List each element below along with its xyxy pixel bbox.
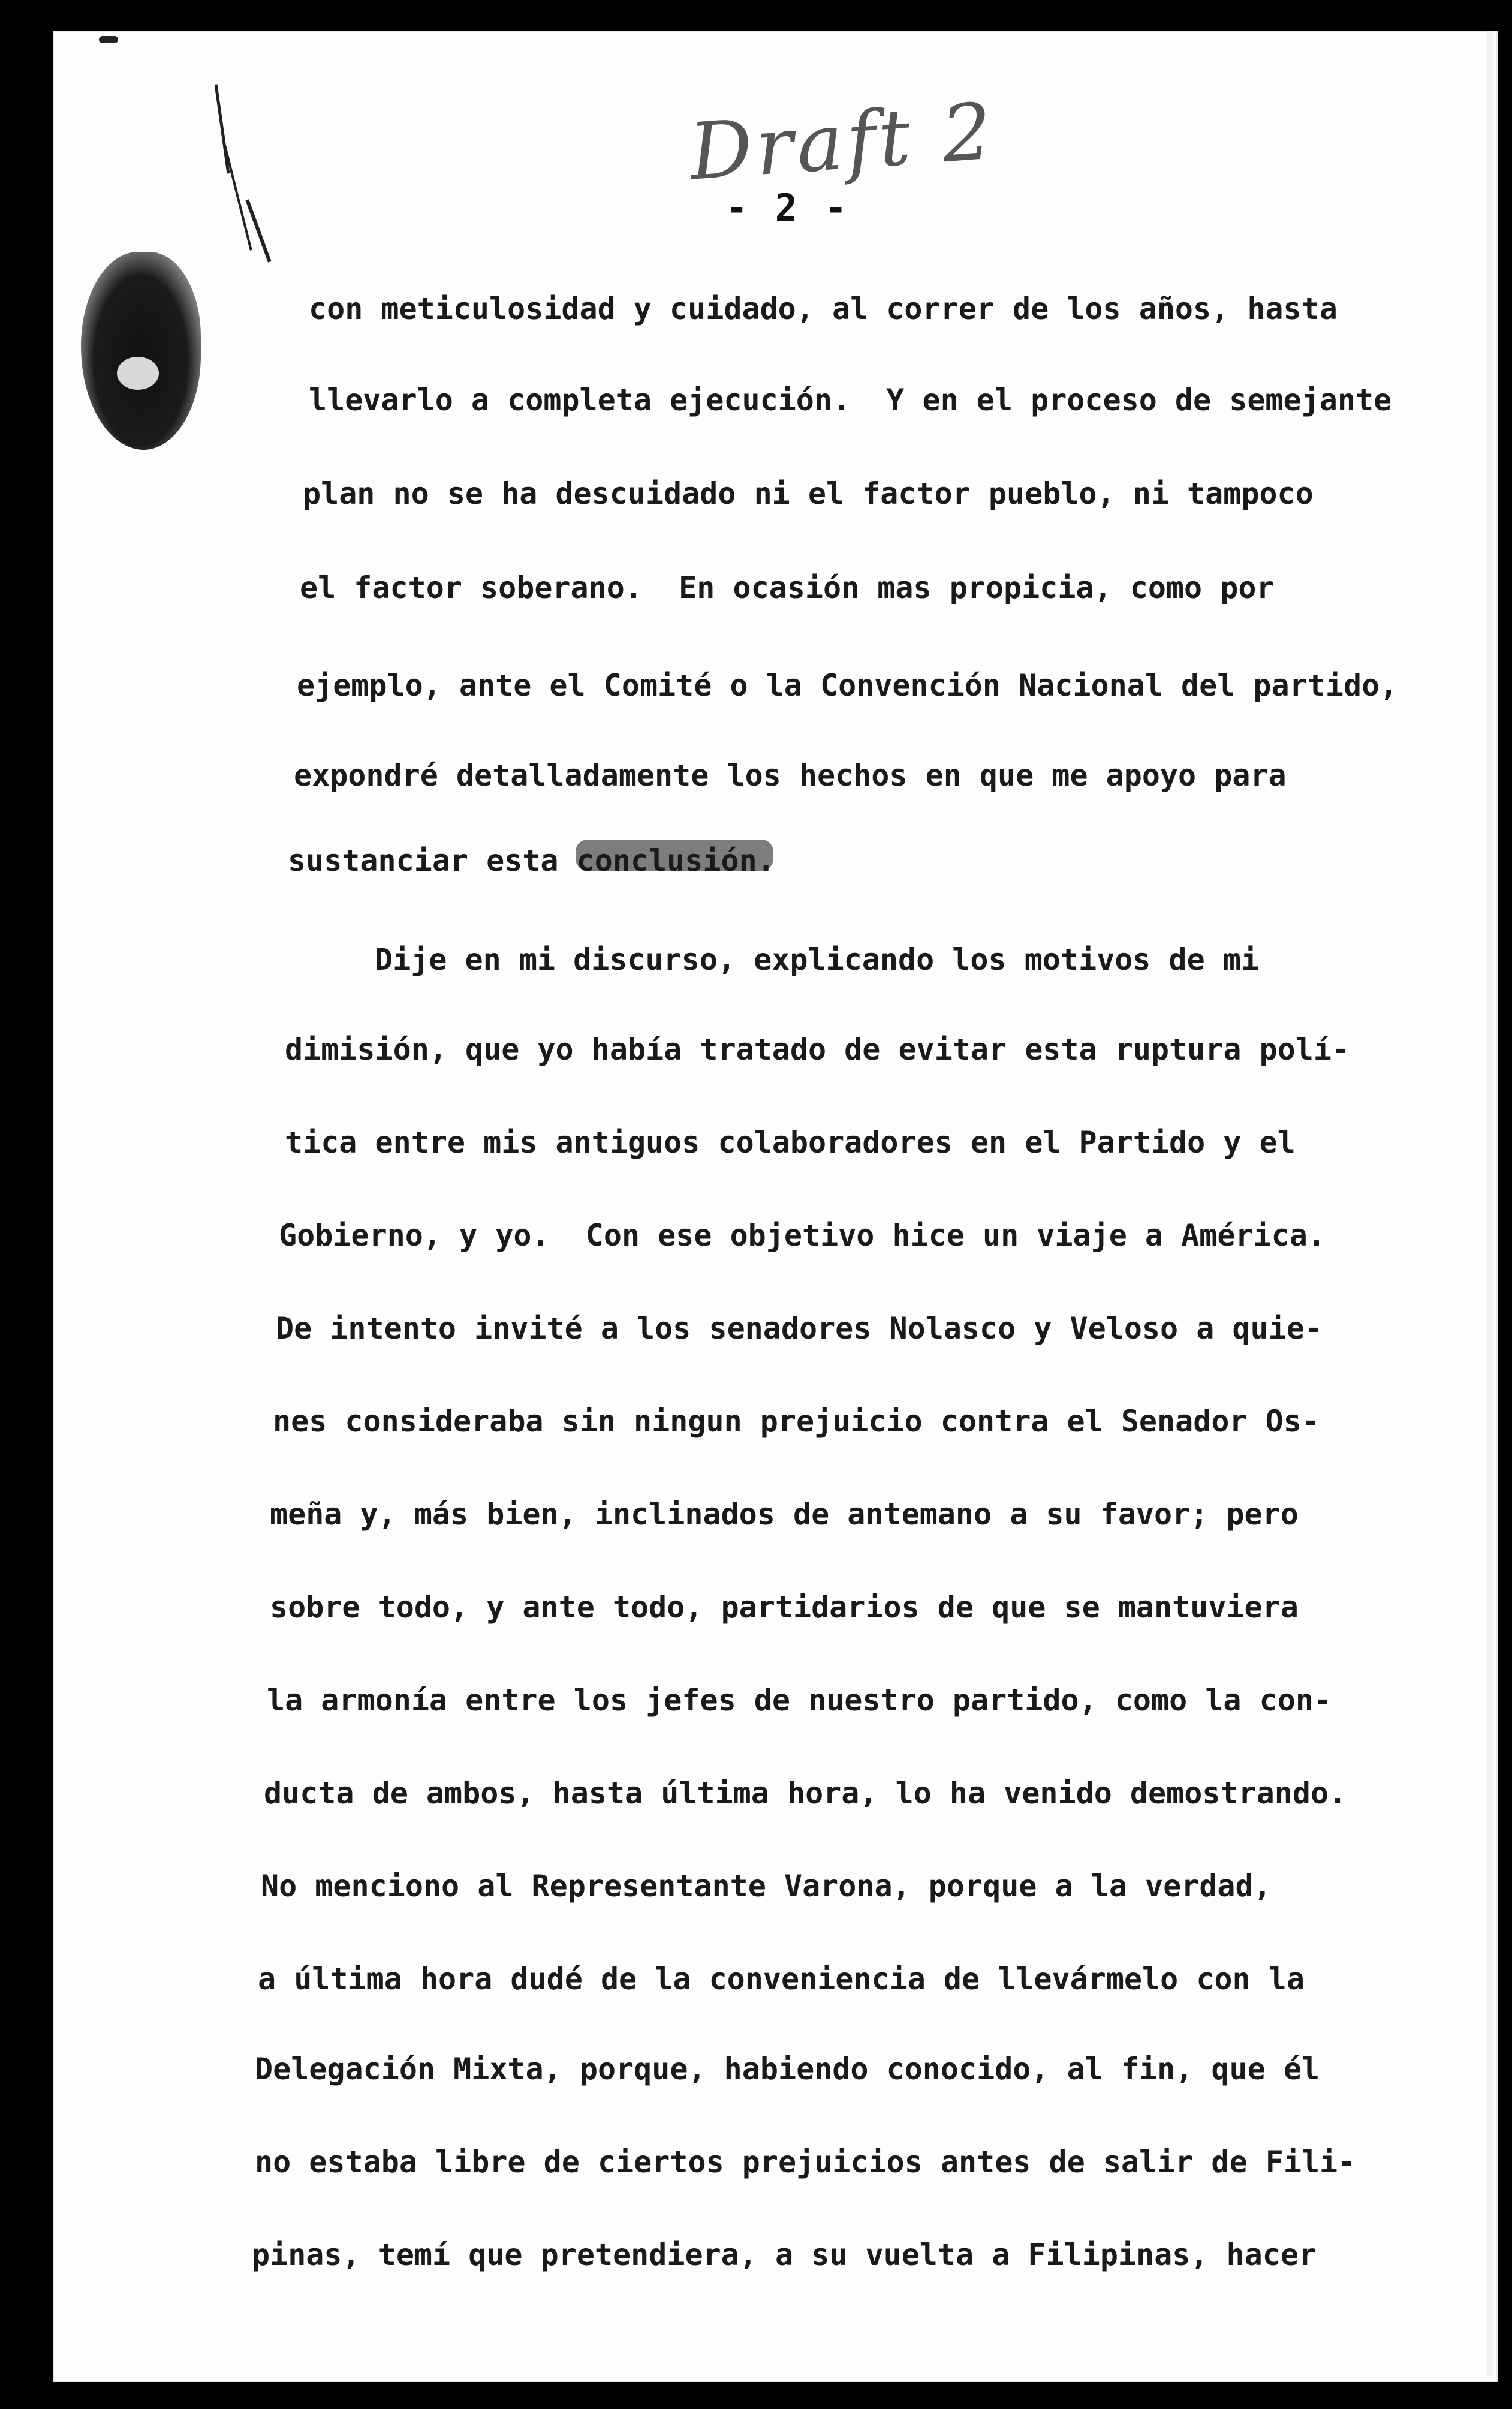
text-line: Dije en mi discurso, explicando los motivos de mi — [375, 942, 1260, 977]
text-line: dimisión, que yo había tratado de evitar esta ruptura polí- — [285, 1032, 1350, 1067]
text-line: plan no se ha descuidado ni el factor pueblo, ni tampoco — [303, 476, 1314, 511]
text-line: la armonía entre los jefes de nuestro partido, como la con- — [267, 1683, 1332, 1718]
page-number: - 2 - — [725, 186, 850, 230]
text-line: pinas, temí que pretendiera, a su vuelta a Filipinas, hacer — [252, 2237, 1317, 2272]
text-line: No menciono al Representante Varona, porque a la verdad, — [261, 1869, 1272, 1903]
text-line: el factor soberano. En ocasión mas propicia, como por — [300, 570, 1275, 605]
ink-blot-hole — [117, 357, 159, 390]
handwritten-draft-note: Draft 2 — [686, 85, 998, 198]
text-line: sustanciar esta conclusión. — [288, 843, 775, 878]
text-line: con meticulosidad y cuidado, al correr de los años, hasta — [309, 291, 1338, 326]
text-line: Gobierno, y yo. Con ese objetivo hice un viaje a América. — [279, 1218, 1326, 1253]
text-line: ejemplo, ante el Comité o la Convención Nacional del partido, — [297, 668, 1398, 703]
text-line: a última hora dudé de la conveniencia de llevármelo con la — [258, 1962, 1305, 1996]
page-edge-strip — [1486, 31, 1493, 2376]
text-line: expondré detalladamente los hechos en que me apoyo para — [294, 758, 1287, 793]
text-line: llevarlo a completa ejecución. Y en el proceso de semejante — [309, 383, 1392, 417]
edge-mark — [99, 36, 118, 43]
text-line: nes consideraba sin ningun prejuicio contra el Senador Os- — [273, 1404, 1320, 1439]
text-line: sobre todo, y ante todo, partidarios de que se mantuviera — [270, 1590, 1299, 1625]
text-line: ducta de ambos, hasta última hora, lo ha venido demostrando. — [264, 1776, 1347, 1810]
text-line: meña y, más bien, inclinados de antemano a su favor; pero — [270, 1497, 1299, 1532]
text-line: De intento invité a los senadores Nolasco y Veloso a quie- — [276, 1311, 1323, 1346]
text-line: tica entre mis antiguos colaboradores en el Partido y el — [285, 1125, 1296, 1160]
text-line: Delegación Mixta, porque, habiendo conocido, al fin, que él — [255, 2052, 1320, 2086]
text-line: no estaba libre de ciertos prejuicios antes de salir de Fili- — [255, 2145, 1356, 2179]
